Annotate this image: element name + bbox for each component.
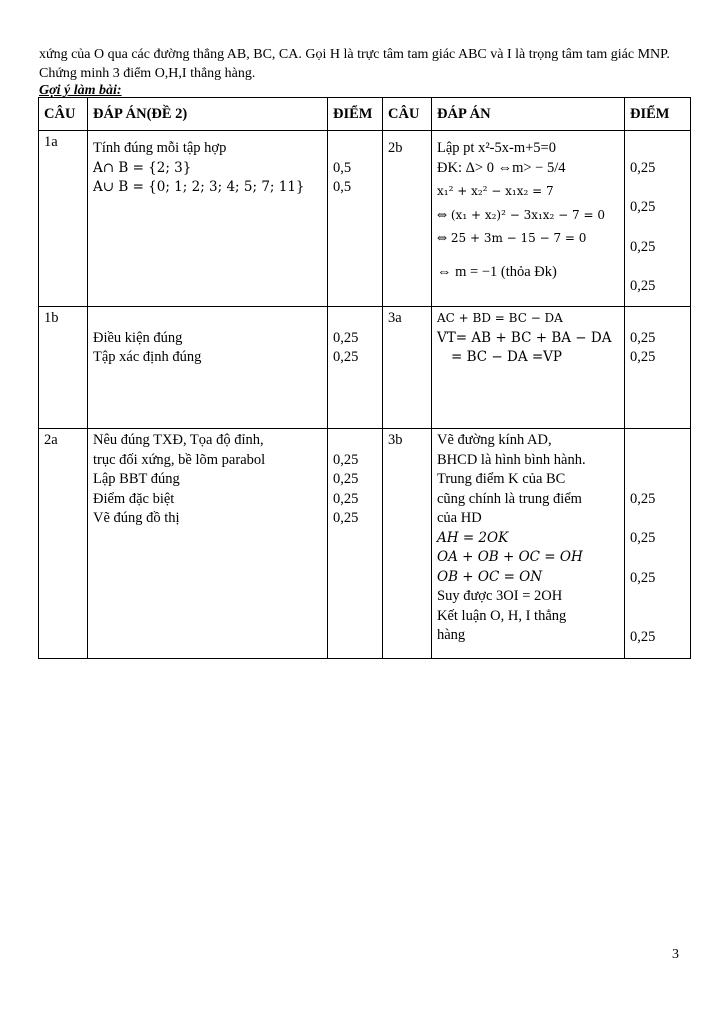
answer-line: OA + OB + OC = OH [437,549,583,565]
answer-line: VT= AB + BC + BA − DA [437,329,612,346]
answer-line: Lập BBT đúng [93,471,180,487]
answer-line: ĐK: Δ> 0 ⇔m> − 5/4 [437,159,566,176]
score: 0,5 [333,159,352,176]
score: 0,25 [333,510,359,526]
question-label: 3a [383,307,432,429]
score: 0,25 [333,451,359,468]
answer-line: BHCD là hình bình hành. [437,451,586,468]
score-cell [625,429,691,659]
score: 0,25 [630,159,656,176]
answer-line: Kết luận O, H, I thẳng [437,607,567,624]
answer-cell [432,307,625,429]
question-label: 2b [383,131,432,307]
answer-line: OB + OC = ON [437,568,543,585]
score: 0,5 [333,179,352,195]
score: 0,25 [630,349,656,365]
answer-line: cũng chính là trung điểm [437,490,582,507]
score: 0,25 [630,530,656,546]
question-label: 1a [39,131,88,307]
page-number: 3 [672,947,679,962]
answer-line: Nêu đúng TXĐ, Tọa độ đỉnh, [93,432,264,448]
table-header-row [39,98,691,131]
answer-line: Tập xác định đúng [93,349,202,365]
question-label: 2a [39,429,88,659]
answer-line: Vẽ đường kính AD, [437,432,552,448]
answer-line: Vẽ đúng đồ thị [93,510,180,526]
answer-line: ⇔ 25 + 3m − 15 − 7 = 0 [437,231,587,245]
score: 0,25 [630,569,656,586]
answer-line: Điều kiện đúng [93,329,183,346]
answer-line: A∩ B = {2; 3} [93,159,192,176]
table-row [39,307,691,429]
answer-line: hàng [437,627,466,643]
question-label: 3b [383,429,432,659]
answer-line: Tính đúng mỗi tập hợp [93,140,227,156]
answer-line: x₁² + x₂² − x₁x₂ = 7 [437,184,554,198]
answer-line: Trung điểm K của BC [437,471,566,487]
table-row [39,429,691,659]
score-cell [328,429,383,659]
answer-line: AC + BD = BC − DA [437,311,563,325]
score: 0,25 [333,490,359,507]
table-row [39,131,691,307]
score: 0,25 [630,629,656,645]
question-label: 1b [39,307,88,429]
score-cell [625,131,691,307]
section-heading: Gợi ý làm bài: [39,83,122,98]
header-cau-right: CÂU [383,98,432,131]
score: 0,25 [333,471,359,487]
answer-line: trục đối xứng, bề lõm parabol [93,451,266,468]
answer-cell [432,131,625,307]
header-diem-right: ĐIỂM [625,98,691,131]
answer-line: của HD [437,510,482,526]
score: 0,25 [333,329,359,346]
score: 0,25 [630,199,656,215]
answer-cell [432,429,625,659]
score-cell [328,131,383,307]
score-cell [328,307,383,429]
header-diem-left: ĐIỂM [328,98,383,131]
score: 0,25 [630,278,656,294]
answer-line: ⇔ (x₁ + x₂)² − 3x₁x₂ − 7 = 0 [437,207,605,222]
score: 0,25 [630,490,656,507]
score-cell [625,307,691,429]
header-dap-an-right: ĐÁP ÁN [432,98,625,131]
answer-line: Điểm đặc biệt [93,490,175,507]
intro-paragraph: xứng của O qua các đường thẳng AB, BC, CA. Gọi H là trực tâm tam giác ABC và I là trọng tâm tam giác MNP. Chứng minh 3 điểm O,H,I thẳng hàng. [39,47,670,81]
answer-cell [88,307,328,429]
answer-cell [88,429,328,659]
answer-cell [88,131,328,307]
answer-line: ⇔ m = −1 (thỏa Đk) [437,263,557,280]
answer-line: AH = 2OK [437,529,509,546]
score: 0,25 [630,329,656,346]
header-cau-left: CÂU [39,98,88,131]
answer-table [38,97,691,659]
answer-line: Suy được 3OI = 2OH [437,588,563,604]
answer-line: A∪ B = {0; 1; 2; 3; 4; 5; 7; 11} [93,179,305,195]
score: 0,25 [630,238,656,255]
header-dap-an-left: ĐÁP ÁN(ĐỀ 2) [88,98,328,131]
score: 0,25 [333,349,359,365]
answer-line: = BC − DA =VP [451,349,563,365]
answer-line: Lập pt x²-5x-m+5=0 [437,140,556,156]
